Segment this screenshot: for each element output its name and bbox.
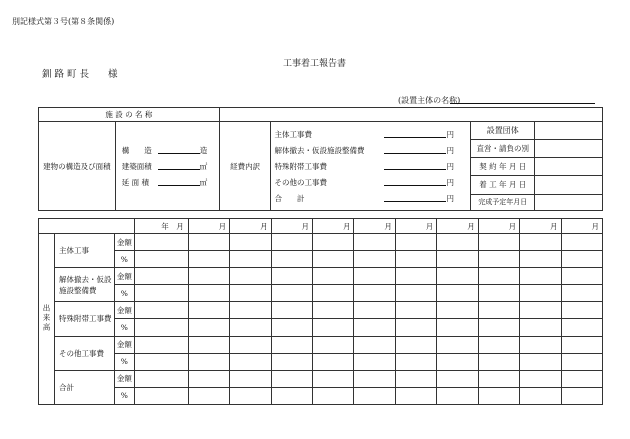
progress-cell [313,285,354,302]
progress-cell [520,370,561,387]
special-work-cost-blank [384,162,446,170]
progress-cell [271,319,312,336]
amount-unit-label: 金額 [114,302,134,319]
direct-contract-value [535,139,603,157]
progress-cell [313,268,354,285]
progress-cell [313,353,354,370]
structure-fields [115,122,219,211]
progress-cell [134,387,188,404]
start-date-value [535,176,603,194]
progress-cell [354,302,395,319]
amount-unit-label: 金額 [114,370,134,387]
total-cost-unit: 円 [446,193,454,203]
month-header: 月 [437,219,478,234]
progress-cell [561,302,602,319]
demolition-cost-unit: 円 [446,145,454,155]
percent-unit-label: % [114,285,134,302]
amount-unit-label: 金額 [114,336,134,353]
progress-cell [354,251,395,268]
progress-cell [271,234,312,251]
progress-row-label: 解体撤去・仮設施設整備費 [54,268,114,302]
progress-row-label: 合計 [54,370,114,404]
progress-cell [520,336,561,353]
percent-unit-label: % [114,387,134,404]
progress-cell [230,319,271,336]
progress-cell [271,268,312,285]
progress-cell [271,302,312,319]
progress-cell [313,336,354,353]
facility-name-value [219,108,602,122]
floor-area-label: 延 面 積 [121,177,149,187]
progress-cell [561,353,602,370]
progress-cell [313,234,354,251]
floor-area-blank [158,178,200,186]
output-side-label [39,234,55,405]
year-month-header: 年 月 [134,219,188,234]
month-header: 月 [520,219,561,234]
progress-row-label: 特殊附帯工事費 [54,302,114,336]
progress-cell [561,268,602,285]
progress-cell [437,336,478,353]
expense-fields [271,122,471,211]
progress-cell [271,251,312,268]
completion-date-label: 完成予定年月日 [471,194,534,210]
status-subtable-cell [471,122,603,211]
month-header: 月 [561,219,602,234]
progress-cell [188,353,229,370]
progress-cell [395,353,436,370]
progress-cell [188,387,229,404]
other-work-cost-unit: 円 [446,177,454,187]
progress-cell [134,234,188,251]
progress-cell [354,285,395,302]
progress-cell [271,285,312,302]
progress-cell [520,234,561,251]
progress-cell [437,353,478,370]
other-work-cost-label: その他の工事費 [274,177,327,187]
special-work-cost-label: 特殊附帯工事費 [274,161,327,171]
building-area-blank [158,162,200,170]
month-header: 月 [354,219,395,234]
direct-contract-label: 直営・請負の別 [471,139,534,157]
progress-cell [271,387,312,404]
progress-cell [354,353,395,370]
form-number-note: 別記様式第３号(第８条関係) [12,17,115,26]
progress-cell [354,234,395,251]
progress-cell [520,319,561,336]
progress-cell [188,370,229,387]
progress-cell [478,234,519,251]
progress-row-label: その他工事費 [54,336,114,370]
progress-cell [271,336,312,353]
progress-cell [134,370,188,387]
progress-table [38,218,603,405]
progress-cell [478,285,519,302]
progress-cell [354,268,395,285]
progress-cell [395,251,436,268]
progress-cell [520,353,561,370]
progress-cell [437,268,478,285]
demolition-cost-label: 解体撤去・仮設施設整備費 [274,145,365,155]
month-header: 月 [313,219,354,234]
progress-cell [313,302,354,319]
progress-cell [520,268,561,285]
progress-cell [437,302,478,319]
completion-date-value [535,194,603,210]
progress-cell [437,370,478,387]
output-side-text: 出来高 [41,303,51,333]
progress-cell [354,319,395,336]
progress-cell [354,387,395,404]
facility-table [38,107,603,211]
month-header: 月 [478,219,519,234]
progress-cell [437,234,478,251]
progress-cell [354,336,395,353]
building-area-label: 建築面積 [121,161,152,171]
progress-cell [230,353,271,370]
progress-cell [230,370,271,387]
progress-cell [134,268,188,285]
progress-cell [520,387,561,404]
floor-area-unit: ㎡ [199,177,208,187]
contract-date-label: 契 約 年 月 日 [471,158,534,176]
progress-cell [520,285,561,302]
progress-cell [271,370,312,387]
progress-cell [561,319,602,336]
progress-cell [395,285,436,302]
demolition-cost-blank [384,146,446,154]
addressee: 釧 路 町 長 様 [42,69,118,80]
progress-cell [395,387,436,404]
progress-cell [134,319,188,336]
progress-cell [561,285,602,302]
amount-unit-label: 金額 [114,268,134,285]
progress-cell [395,336,436,353]
structure-area-label: 建物の構造及び面積 [39,122,116,211]
owner-name-label: (設置主体の名称) [398,96,461,105]
structure-unit: 造 [199,145,208,155]
progress-cell [230,336,271,353]
owner-name-line [450,103,595,104]
month-header: 月 [271,219,312,234]
progress-cell [395,302,436,319]
progress-cell [313,370,354,387]
progress-cell [188,268,229,285]
progress-row-label: 主体工事 [54,234,114,268]
progress-cell [188,251,229,268]
percent-unit-label: % [114,353,134,370]
document-title: 工事着工報告書 [283,59,347,69]
progress-cell [230,234,271,251]
progress-cell [134,336,188,353]
progress-cell [230,302,271,319]
progress-cell [230,387,271,404]
organization-value [535,122,603,139]
progress-cell [437,251,478,268]
progress-cell [188,336,229,353]
progress-cell [478,387,519,404]
progress-cell [478,302,519,319]
progress-cell [561,370,602,387]
progress-cell [134,302,188,319]
other-work-cost-blank [384,178,446,186]
progress-corner [39,219,135,234]
progress-cell [271,353,312,370]
progress-cell [354,370,395,387]
progress-cell [188,302,229,319]
structure-blank [158,146,200,154]
progress-cell [478,268,519,285]
progress-cell [230,285,271,302]
progress-cell [478,251,519,268]
progress-cell [520,302,561,319]
progress-cell [478,353,519,370]
progress-cell [134,285,188,302]
organization-label: 設置団体 [471,122,534,139]
progress-cell [395,268,436,285]
expense-breakdown-label: 経費内訳 [219,122,271,211]
main-work-cost-blank [384,130,446,138]
progress-cell [188,319,229,336]
total-cost-blank [384,194,446,202]
progress-cell [313,251,354,268]
progress-cell [561,251,602,268]
status-subtable [471,122,602,210]
percent-unit-label: % [114,319,134,336]
building-area-unit: ㎡ [199,161,208,171]
progress-cell [437,319,478,336]
progress-cell [313,319,354,336]
progress-cell [134,353,188,370]
month-header: 月 [395,219,436,234]
progress-cell [395,234,436,251]
progress-cell [437,285,478,302]
progress-cell [395,319,436,336]
special-work-cost-unit: 円 [446,161,454,171]
progress-cell [478,336,519,353]
progress-cell [520,251,561,268]
amount-unit-label: 金額 [114,234,134,251]
progress-cell [395,370,436,387]
facility-name-label: 施 設 の 名 称 [39,108,220,122]
contract-date-value [535,158,603,176]
main-work-cost-unit: 円 [446,129,454,139]
progress-cell [561,234,602,251]
progress-cell [230,251,271,268]
progress-cell [561,336,602,353]
month-header: 月 [230,219,271,234]
total-cost-label: 合 計 [274,193,305,203]
progress-cell [561,387,602,404]
start-date-label: 着 工 年 月 日 [471,176,534,194]
progress-cell [188,234,229,251]
percent-unit-label: % [114,251,134,268]
main-work-cost-label: 主体工事費 [274,129,312,139]
progress-cell [134,251,188,268]
progress-cell [478,370,519,387]
structure-label: 構 造 [121,145,152,155]
progress-cell [188,285,229,302]
month-header: 月 [188,219,229,234]
progress-cell [230,268,271,285]
progress-cell [478,319,519,336]
progress-cell [313,387,354,404]
progress-cell [437,387,478,404]
